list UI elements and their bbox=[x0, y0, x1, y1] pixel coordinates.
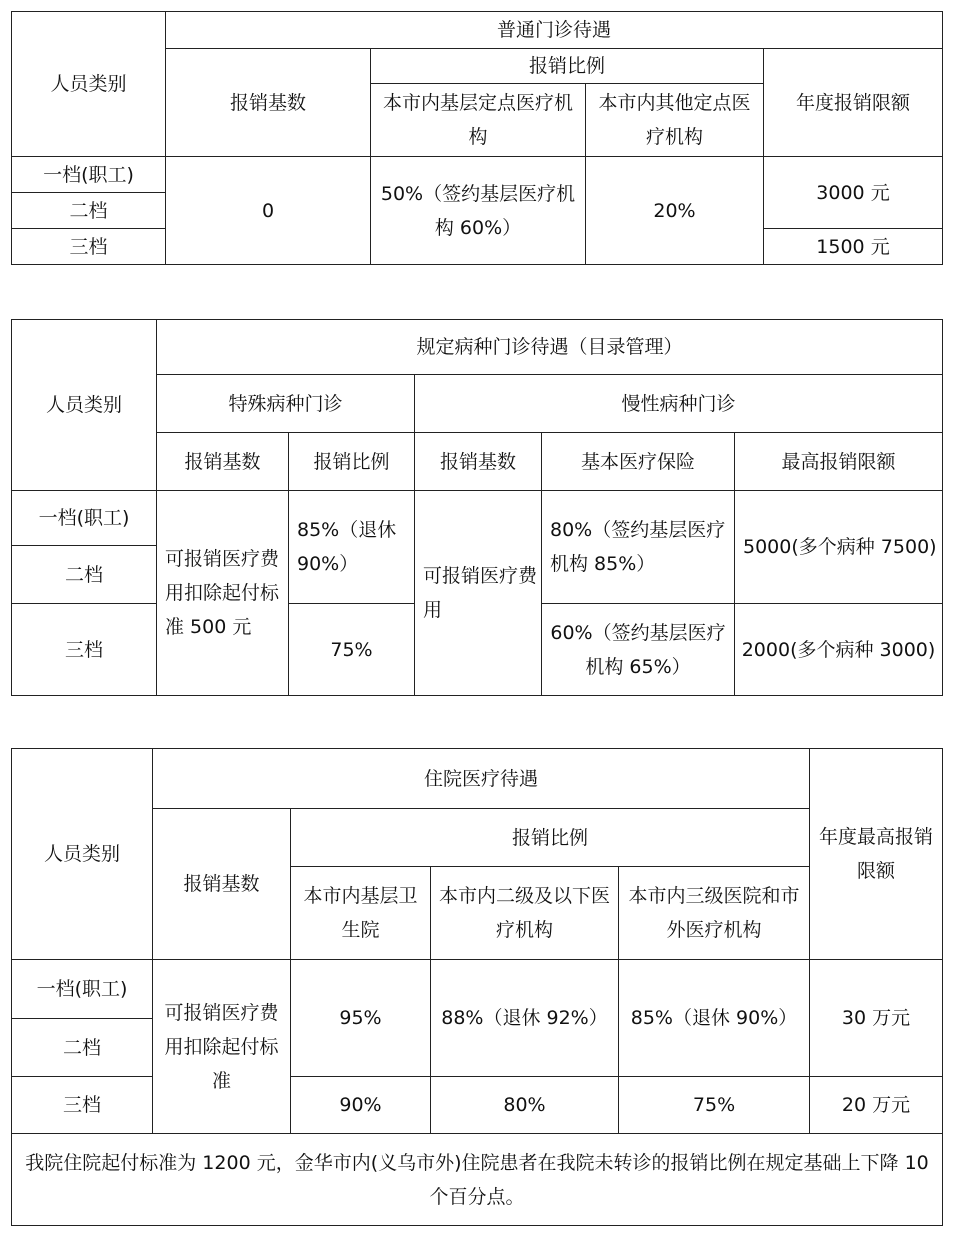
col-tertiary-and-outside: 本市内三级医院和市外医疗机构 bbox=[619, 867, 810, 960]
ratio-header: 报销比例 bbox=[371, 49, 764, 84]
annual-max-limit-header: 年度最高报销限额 bbox=[810, 749, 943, 960]
chronic-insurance-header: 基本医疗保险 bbox=[542, 433, 735, 491]
chronic-base-header: 报销基数 bbox=[415, 433, 542, 491]
annual-limit-header: 年度报销限额 bbox=[764, 49, 943, 157]
tier1-label: 一档(职工) bbox=[12, 157, 166, 193]
tier3-label: 三档 bbox=[12, 604, 157, 696]
tertiary-tier12: 85%（退休 90%） bbox=[619, 960, 810, 1077]
tier2-label: 二档 bbox=[12, 546, 157, 604]
secondary-tier3: 80% bbox=[431, 1077, 619, 1134]
tier2-label: 二档 bbox=[12, 1019, 153, 1077]
chronic-disease-header: 慢性病种门诊 bbox=[415, 375, 943, 433]
limit-tier12: 30 万元 bbox=[810, 960, 943, 1077]
tier2-label: 二档 bbox=[12, 193, 166, 229]
person-category-header: 人员类别 bbox=[12, 12, 166, 157]
tier1-label: 一档(职工) bbox=[12, 491, 157, 546]
base-header: 报销基数 bbox=[166, 49, 371, 157]
inpatient-table bbox=[11, 748, 943, 1226]
designated-disease-table bbox=[11, 319, 943, 696]
special-base-header: 报销基数 bbox=[157, 433, 289, 491]
inpatient-title: 住院医疗待遇 bbox=[153, 749, 810, 809]
person-category-header: 人员类别 bbox=[12, 749, 153, 960]
limit-tier12-value: 3000 元 bbox=[764, 157, 943, 229]
chronic-limit-tier3: 2000(多个病种 3000) bbox=[735, 604, 943, 696]
tier3-label: 三档 bbox=[12, 229, 166, 265]
grassroots-tier3: 90% bbox=[291, 1077, 431, 1134]
chronic-insurance-tier12: 80%（签约基层医疗机构 85%） bbox=[542, 491, 735, 604]
chronic-limit-header: 最高报销限额 bbox=[735, 433, 943, 491]
ratio-other-value: 20% bbox=[586, 157, 764, 265]
chronic-base-value: 可报销医疗费用 bbox=[415, 491, 542, 696]
base-header: 报销基数 bbox=[153, 809, 291, 960]
chronic-limit-tier12: 5000(多个病种 7500) bbox=[735, 491, 943, 604]
special-base-value: 可报销医疗费用扣除起付标准 500 元 bbox=[157, 491, 289, 696]
special-ratio-tier3: 75% bbox=[289, 604, 415, 696]
base-value: 0 bbox=[166, 157, 371, 265]
person-category-header: 人员类别 bbox=[12, 320, 157, 491]
general-outpatient-title: 普通门诊待遇 bbox=[166, 12, 943, 49]
chronic-insurance-tier3: 60%（签约基层医疗机构 65%） bbox=[542, 604, 735, 696]
ratio-header: 报销比例 bbox=[291, 809, 810, 867]
general-outpatient-table bbox=[11, 11, 943, 265]
ratio-grassroots-value: 50%（签约基层医疗机构 60%） bbox=[371, 157, 586, 265]
designated-disease-title: 规定病种门诊待遇（目录管理） bbox=[157, 320, 943, 375]
col-secondary-and-below: 本市内二级及以下医疗机构 bbox=[431, 867, 619, 960]
ratio-col-other: 本市内其他定点医疗机构 bbox=[586, 84, 764, 157]
limit-tier3: 20 万元 bbox=[810, 1077, 943, 1134]
col-grassroots-health-center: 本市内基层卫生院 bbox=[291, 867, 431, 960]
tier1-label: 一档(职工) bbox=[12, 960, 153, 1019]
grassroots-tier12: 95% bbox=[291, 960, 431, 1077]
special-disease-header: 特殊病种门诊 bbox=[157, 375, 415, 433]
special-ratio-header: 报销比例 bbox=[289, 433, 415, 491]
secondary-tier12: 88%（退休 92%） bbox=[431, 960, 619, 1077]
inpatient-note: 我院住院起付标准为 1200 元，金华市内(义乌市外)住院患者在我院未转诊的报销比例在规定基础上下降 10 个百分点。 bbox=[12, 1134, 943, 1226]
ratio-col-grassroots: 本市内基层定点医疗机构 bbox=[371, 84, 586, 157]
tertiary-tier3: 75% bbox=[619, 1077, 810, 1134]
base-value: 可报销医疗费用扣除起付标准 bbox=[153, 960, 291, 1134]
tier3-label: 三档 bbox=[12, 1077, 153, 1134]
limit-tier3-value: 1500 元 bbox=[764, 229, 943, 265]
special-ratio-tier12: 85%（退休 90%） bbox=[289, 491, 415, 604]
